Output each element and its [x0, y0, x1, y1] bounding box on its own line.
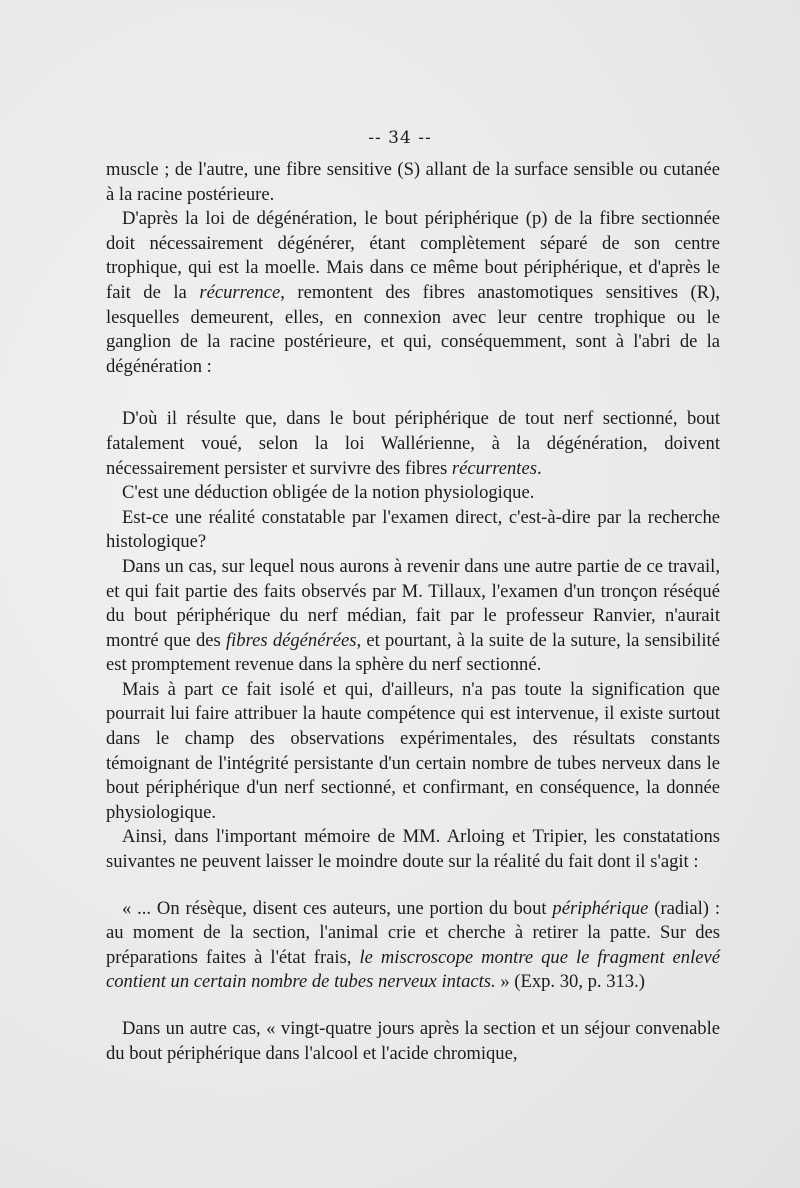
page-number: -- 34 --: [368, 128, 432, 148]
paragraph-3: D'où il résulte que, dans le bout périphérique de tout nerf sectionné, bout fatalement voué, selon la loi Wallérienne, à la dégénération, doivent nécessairement persister et survivre des fibres récurrentes.: [106, 408, 720, 479]
paragraph-1: muscle ; de l'autre, une fibre sensitive (S) allant de la surface sensible ou cutanée à la racine postérieure.: [106, 159, 720, 205]
emphasis-fibres-degenerees: fibres dégénérées: [225, 629, 357, 651]
emphasis-quote-italic: le miscroscope montre que le fragment enlevé contient un certain nombre de tubes nerveux intacts.: [106, 946, 720, 993]
emphasis-peripherique: périphérique: [552, 897, 649, 919]
paragraph-8: Ainsi, dans l'important mémoire de MM. Arloing et Tripier, les constatations suivantes ne peuvent laisser le moindre doute sur la réalité du fait dont il s'agit :: [106, 826, 720, 873]
paragraph-7: Mais à part ce fait isolé et qui, d'ailleurs, n'a pas toute la signification que pourrait lui faire attribuer la haute compétence qui est intervenue, il existe surtout dans le champ des observations expérimentales, des résultats constants témoignant de l'intégrité persistante d'un certain nombre de tubes nerveux dans le bout périphérique d'un nerf sectionné, et confirmant, en conséquence, la donnée physiologique.: [106, 678, 720, 823]
paragraph-10: Dans un autre cas, « vingt-quatre jours après la section et un séjour convenable du bout périphérique dans l'alcool et l'acide chromique,: [106, 1018, 720, 1064]
emphasis-recurrentes: récurrentes: [451, 457, 537, 479]
body-text: [106, 158, 720, 1066]
emphasis-recurrence: récurrence: [199, 281, 281, 303]
quotation: « ... On résèque, disent ces auteurs, une portion du bout périphérique (radial) : au moment de la section, l'animal crie et cherche à retirer la patte. Sur des préparations faites à l'état frais, le miscroscope montre que le fragment enlevé contient un certain nombre de tubes nerveux intacts. » (Exp. 30, p. 313.): [106, 897, 720, 993]
paragraph-4: C'est une déduction obligée de la notion physiologique.: [122, 482, 535, 504]
paragraph-2: D'après la loi de dégénération, le bout périphérique (p) de la fibre sectionnée doit nécessairement dégénérer, étant complètement séparé de son centre trophique, qui est la moelle. Mais dans ce même bout périphérique, et d'après le fait de la récurrence, remontent des fibres anastomotiques sensitives (R), lesquelles demeurent, elles, en connexion avec leur centre trophique ou le ganglion de la racine postérieure, et qui, conséquemment, sont à l'abri de la dégénération :: [106, 208, 720, 377]
paragraph-5: Est-ce une réalité constatable par l'examen direct, c'est-à-dire par la recherche histologique?: [106, 506, 720, 553]
paragraph-6: Dans un cas, sur lequel nous aurons à revenir dans une autre partie de ce travail, et qui fait partie des faits observés par M. Tillaux, l'examen d'un tronçon réséqué du bout périphérique du nerf médian, fait par le professeur Ranvier, n'aurait montré que des fibres dégénérées, et pourtant, à la suite de la suture, la sensibilité est promptement revenue dans la sphère du nerf sectionné.: [106, 555, 720, 676]
